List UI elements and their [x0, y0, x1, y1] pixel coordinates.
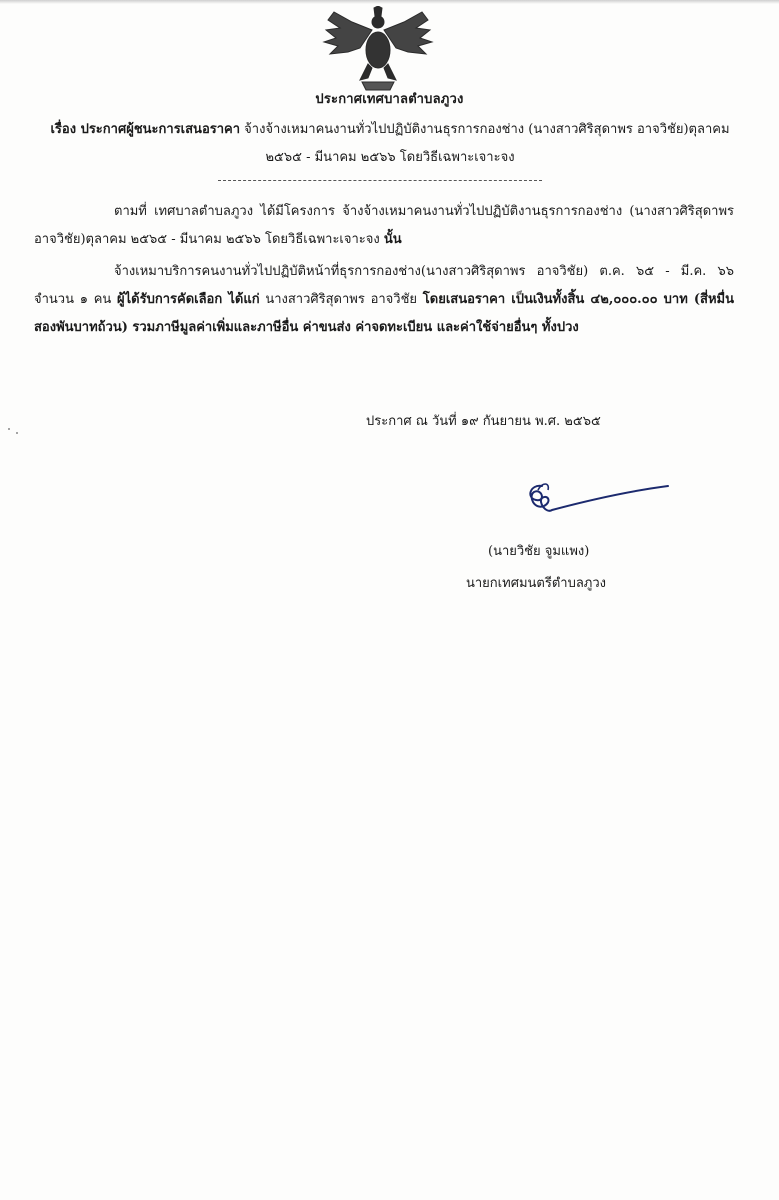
paragraph-2	[34, 258, 734, 342]
announce-date: ประกาศ ณ วันที่ ๑๙ กันยายน พ.ศ. ๒๕๖๕	[366, 414, 601, 429]
divider-line	[218, 180, 542, 181]
signer-position: นายกเทศมนตรีตำบลภูวง	[466, 576, 606, 591]
paragraph-2-selected: ผู้ได้รับการคัดเลือก ได้แก่	[117, 292, 260, 307]
paragraph-1-end: นั้น	[383, 232, 402, 247]
paragraph-2-price: โดยเสนอราคา เป็นเงินทั้งสิ้น ๔๒,๐๐๐.๐๐ บาท (สี่หมื่นสองพันบาทถ้วน) รวมภาษีมูลค่าเพิ่มและภาษีอื่น ค่าขนส่ง ค่าจดทะเบียน และค่าใช้จ่ายอื่นๆ ทั้งปวง	[34, 292, 735, 335]
scan-speck	[16, 432, 18, 434]
signer-name: (นายวิชัย จูมแพง)	[488, 544, 590, 559]
subject-text: จ้างจ้างเหมาคนงานทั่วไปปฏิบัติงานธุรการกองช่าง (นางสาวศิริสุดาพร อาจวิชัย)ตุลาคม ๒๕๖๕ - มีนาคม ๒๕๖๖ โดยวิธีเฉพาะเจาะจง	[244, 122, 730, 165]
paragraph-1-text: ตามที่ เทศบาลตำบลภูวง ได้มีโครงการ จ้างจ้างเหมาคนงานทั่วไปปฏิบัติงานธุรการกองช่าง (นางสาวศิริสุดาพร อาจวิชัย)ตุลาคม ๒๕๖๕ - มีนาคม ๒๕๖๖ โดยวิธีเฉพาะเจาะจง	[34, 204, 734, 247]
signature-icon	[512, 476, 672, 524]
document-title: ประกาศเทศบาลตำบลภูวง	[315, 92, 464, 107]
paragraph-2-service: จ้างเหมาบริการคนงานทั่วไปปฏิบัติหน้าที่ธุรการกองช่าง(นางสาวศิริสุดาพร อาจวิชัย) ต.ค. ๖๕ - มี.ค. ๖๖ จำนวน ๑ คน	[34, 264, 734, 307]
subject-prefix: เรื่อง ประกาศผู้ชนะการเสนอราคา	[50, 122, 241, 137]
scan-edge	[0, 0, 779, 4]
garuda-emblem-icon	[322, 6, 434, 94]
subject-line	[50, 116, 730, 172]
paragraph-1	[34, 198, 734, 254]
paragraph-2-winner: นางสาวศิริสุดาพร อาจวิชัย	[265, 292, 418, 307]
scan-speck	[8, 428, 10, 430]
